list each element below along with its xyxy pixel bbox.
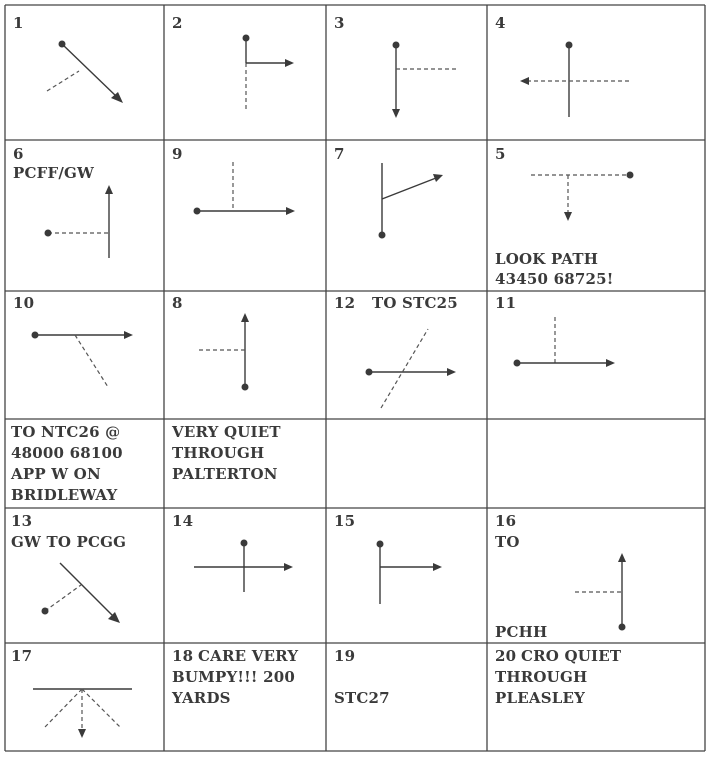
junction-diagram <box>326 140 487 291</box>
note-text: 20 <box>495 647 517 665</box>
junction-diagram <box>5 643 164 751</box>
note-text: PCFF/GW <box>13 164 95 182</box>
junction-diagram <box>326 5 487 140</box>
note-number: 3 <box>334 14 345 32</box>
note-text: 48000 68100 <box>11 444 123 462</box>
note-text: 18 <box>172 647 194 665</box>
note-text: YARDS <box>172 689 231 707</box>
note-number: 11 <box>495 294 517 312</box>
note-number: 4 <box>495 14 506 32</box>
note-cell-16 <box>487 508 705 643</box>
note-cell-5 <box>487 140 705 291</box>
note-text: PALTERTON <box>172 465 278 483</box>
note-cell-7 <box>326 140 487 291</box>
note-cell-empty-1 <box>326 419 487 508</box>
junction-diagram <box>164 291 326 419</box>
junction-diagram <box>164 5 326 140</box>
note-number: 7 <box>334 145 345 163</box>
note-text: CARE VERY <box>198 647 299 665</box>
note-text: TO STC25 <box>372 294 458 312</box>
note-number: 19 <box>334 647 356 665</box>
junction-diagram <box>5 508 164 643</box>
note-cell-19 <box>326 643 487 751</box>
note-cell-10 <box>5 291 164 419</box>
junction-diagram <box>5 291 164 419</box>
note-number: 5 <box>495 145 506 163</box>
note-cell-2 <box>164 5 326 140</box>
note-cell-12 <box>326 291 487 419</box>
note-number: 14 <box>172 512 194 530</box>
note-text: GW TO PCGG <box>11 533 127 551</box>
note-text: LOOK PATH <box>495 250 599 268</box>
note-number: 13 <box>11 512 33 530</box>
note-cell-3 <box>326 5 487 140</box>
note-cell-8 <box>164 291 326 419</box>
note-number: 17 <box>11 647 33 665</box>
note-number: 10 <box>13 294 35 312</box>
note-cell-17 <box>5 643 164 751</box>
note-cell-15 <box>326 508 487 643</box>
note-text: VERY QUIET <box>172 423 281 441</box>
note-number: 6 <box>13 145 24 163</box>
junction-diagram <box>487 5 705 140</box>
note-text: BRIDLEWAY <box>11 486 118 504</box>
note-cell-14 <box>164 508 326 643</box>
note-cell-empty-2 <box>487 419 705 508</box>
junction-diagram <box>487 291 705 419</box>
note-number: 9 <box>172 145 183 163</box>
note-number: 2 <box>172 14 183 32</box>
note-cell-4 <box>487 5 705 140</box>
note-text: PLEASLEY <box>495 689 586 707</box>
note-text: THROUGH <box>172 444 265 462</box>
note-text: TO <box>495 533 520 551</box>
note-text: 43450 68725! <box>495 270 614 288</box>
note-number: 8 <box>172 294 183 312</box>
note-cell-18 <box>164 643 326 751</box>
note-cell-ntc26 <box>5 419 164 508</box>
note-number: 15 <box>334 512 356 530</box>
note-number: 1 <box>13 14 24 32</box>
junction-diagram <box>5 5 164 140</box>
note-number: 12 <box>334 294 356 312</box>
note-text: BUMPY!!! 200 <box>172 668 296 686</box>
note-cell-9 <box>164 140 326 291</box>
note-text: APP W ON <box>11 465 101 483</box>
note-text: THROUGH <box>495 668 588 686</box>
junction-diagram <box>164 508 326 643</box>
note-cell-6 <box>5 140 164 291</box>
note-text: PCHH <box>495 623 548 641</box>
note-cell-13 <box>5 508 164 643</box>
note-number: 16 <box>495 512 517 530</box>
note-cell-palterton <box>164 419 326 508</box>
note-cell-20 <box>487 643 705 751</box>
junction-diagram <box>5 140 164 291</box>
note-cell-11 <box>487 291 705 419</box>
junction-diagram <box>164 140 326 291</box>
note-text: STC27 <box>334 689 390 707</box>
note-text: CRO QUIET <box>521 647 622 665</box>
junction-diagram <box>326 291 487 419</box>
junction-diagram <box>326 508 487 643</box>
note-cell-1 <box>5 5 164 140</box>
note-text: TO NTC26 @ <box>11 423 121 441</box>
